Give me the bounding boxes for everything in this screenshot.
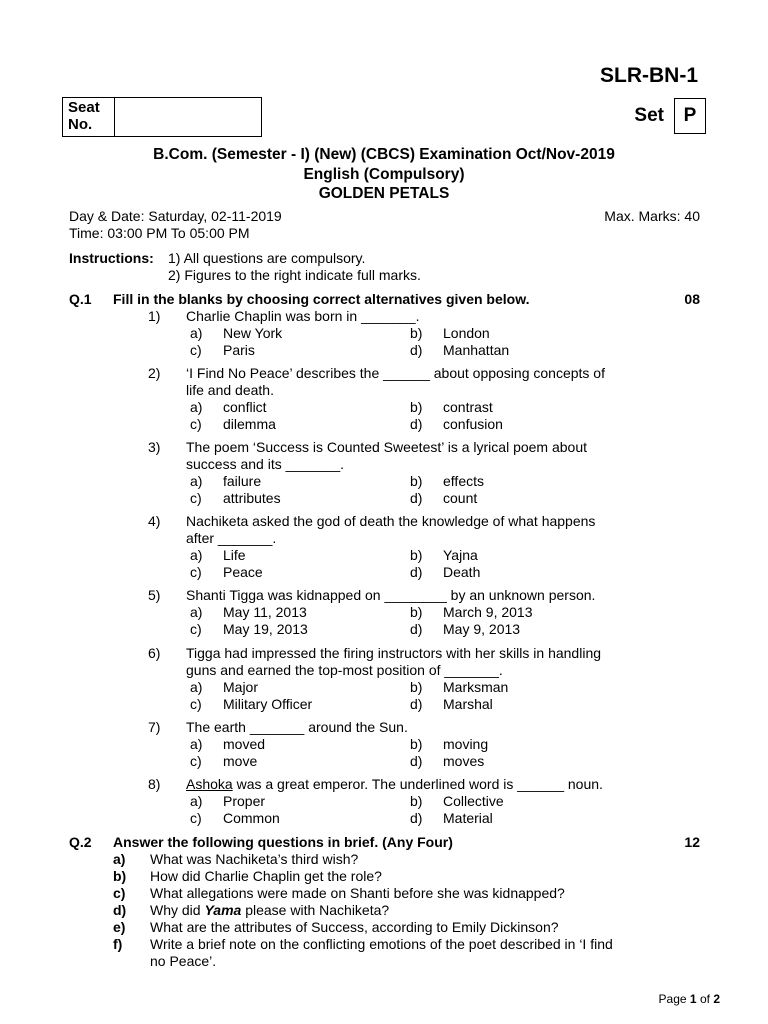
option-text: London [443,325,490,341]
option-letter: b) [410,793,423,809]
option-letter: c) [190,490,202,506]
q1-option [410,696,493,712]
q1-item-line: Tigga had impressed the firing instructors with her skills in handling [186,645,602,661]
option-letter: a) [190,325,203,341]
q1-heading: Fill in the blanks by choosing correct alternatives given below. [113,291,530,307]
q2-number: Q.2 [69,834,92,850]
q1-option [410,753,484,769]
q1-item-number: 8) [148,776,161,792]
q1-option [190,696,312,712]
option-letter: c) [190,564,202,580]
option-text: count [443,490,478,506]
option-text: dilemma [223,416,276,432]
q1-option [410,679,508,695]
q1-option [190,604,307,620]
page-footer [659,992,720,1006]
q1-option [410,416,503,432]
q1-item-text [186,308,656,325]
option-text: Marshal [443,696,493,712]
q1-item-line: after _______. [186,530,277,546]
option-letter: d) [410,490,423,506]
day-date: Day & Date: Saturday, 02-11-2019 [69,208,282,224]
option-text: Death [443,564,481,580]
q1-item-number: 7) [148,719,161,735]
option-text: New York [223,325,283,341]
q2-item-letter: e) [113,919,126,935]
option-letter: c) [190,810,202,826]
option-letter: d) [410,416,423,432]
q1-item-number: 2) [148,365,161,381]
option-letter: c) [190,753,202,769]
option-text: Life [223,547,246,563]
option-letter: b) [410,679,423,695]
q2-text-part: How did Charlie Chaplin get the role? [150,868,382,884]
option-letter: b) [410,604,423,620]
q2-heading: Answer the following questions in brief. (Any Four) [113,834,453,850]
instruction-1: 1) All questions are compulsory. [168,250,366,266]
q1-option [410,810,493,826]
q2-marks: 12 [684,834,700,850]
q1-option [410,490,477,506]
option-text: May 19, 2013 [223,621,308,637]
q1-item-text [186,439,656,473]
q1-item-number: 1) [148,308,161,324]
option-text: attributes [223,490,281,506]
q1-item-text [186,719,656,736]
exam-time: Time: 03:00 PM To 05:00 PM [69,225,250,241]
underlined-word: Ashoka [186,776,233,792]
option-letter: d) [410,564,423,580]
option-letter: d) [410,342,423,358]
q2-item-letter: b) [113,868,127,884]
option-text: Yajna [443,547,478,563]
q2-item-letter: f) [113,936,123,952]
q1-item-line: Nachiketa asked the god of death the knowledge of what happens [186,513,596,529]
option-text: Major [223,679,259,695]
q1-option [410,399,493,415]
paper-code: SLR-BN-1 [600,64,698,87]
q1-item-line: was a great emperor. The underlined word is ______ noun. [232,776,603,792]
q2-item-text [150,868,670,885]
option-text: May 9, 2013 [443,621,521,637]
q2-text-part: please with Nachiketa? [241,902,390,918]
q1-option [190,679,258,695]
option-letter: a) [190,604,203,620]
q1-option [410,604,533,620]
q1-item-line: The poem ‘Success is Counted Sweetest’ is a lyrical poem about [186,439,588,455]
set-indicator [634,98,706,134]
option-letter: c) [190,621,202,637]
option-letter: b) [410,325,423,341]
option-letter: a) [190,473,203,489]
option-letter: c) [190,416,202,432]
q1-item-line: Charlie Chaplin was born in _______. [186,308,420,324]
option-text: Material [443,810,493,826]
q1-item-line: guns and earned the top-most position of _______. [186,662,503,678]
q1-item-text [186,645,656,679]
q1-item-line: life and death. [186,382,274,398]
q2-item-letter: c) [113,885,126,901]
q1-option [190,342,255,358]
option-text: Proper [223,793,266,809]
option-text: Common [223,810,280,826]
option-text: May 11, 2013 [223,604,307,620]
option-text: Marksman [443,679,509,695]
q1-item-text [186,776,656,793]
page-number: 1 [689,992,697,1006]
q1-option [190,547,246,563]
q1-option [410,736,488,752]
q2-text-part: What was Nachiketa’s third wish? [150,851,359,867]
q2-item-text [150,902,670,919]
q1-item-text [186,587,656,604]
q2-item-letter: d) [113,902,127,918]
option-letter: d) [410,753,423,769]
q2-item-text [150,885,670,902]
book-title: GOLDEN PETALS [318,185,450,202]
page-total: 2 [713,992,720,1006]
option-letter: a) [190,793,203,809]
option-text: March 9, 2013 [443,604,533,620]
q2-text-part: no Peace’. [150,953,217,969]
of-word: of [699,992,710,1006]
q2-item-text [150,851,670,868]
option-letter: d) [410,621,423,637]
option-text: Paris [223,342,255,358]
q1-option [190,736,265,752]
option-text: Military Officer [223,696,313,712]
q2-text-part: What allegations were made on Shanti before she was kidnapped? [150,885,565,901]
q1-option [190,564,263,580]
option-text: conflict [223,399,267,415]
q1-option [410,547,478,563]
q1-item-text [186,513,656,547]
q2-text-part: Write a brief note on the conflicting emotions of the poet described in ‘I find [150,936,613,952]
q1-item-line: ‘I Find No Peace’ describes the ______ about opposing concepts of [186,365,605,381]
option-letter: a) [190,736,203,752]
q1-item-number: 6) [148,645,161,661]
option-letter: a) [190,399,203,415]
q1-item-line: success and its _______. [186,456,344,472]
q1-option [410,793,504,809]
q1-item-text [186,365,656,399]
exam-title: B.Com. (Semester - I) (New) (CBCS) Examination Oct/Nov-2019 [153,146,615,163]
instruction-2: 2) Figures to the right indicate full marks. [168,267,421,283]
q1-option [410,342,509,358]
q1-option [410,564,480,580]
option-text: confusion [443,416,503,432]
option-text: Peace [223,564,263,580]
option-letter: c) [190,696,202,712]
option-text: contrast [443,399,493,415]
q1-option [190,490,281,506]
q1-item-line: The earth _______ around the Sun. [186,719,408,735]
seat-label: Seat No. [63,98,115,136]
q1-option [190,325,282,341]
option-letter: b) [410,736,423,752]
option-letter: d) [410,810,423,826]
page-word: Page [658,992,687,1006]
q1-item-number: 5) [148,587,161,603]
q1-option [190,753,257,769]
option-letter: b) [410,473,423,489]
option-letter: c) [190,342,202,358]
set-value: P [674,98,706,134]
max-marks: Max. Marks: 40 [604,208,700,224]
q2-text-part: Why did [150,902,205,918]
emphasized-name: Yama [204,902,242,918]
q1-option [190,416,276,432]
instructions-label: Instructions: [69,250,154,266]
option-text: failure [223,473,262,489]
q1-option [190,473,261,489]
q2-item-letter: a) [113,851,126,867]
option-text: moves [443,753,485,769]
option-letter: a) [190,679,203,695]
option-text: effects [443,473,484,489]
q1-option [410,325,490,341]
option-letter: a) [190,547,203,563]
q1-item-number: 4) [148,513,161,529]
q1-item-line: Shanti Tigga was kidnapped on ________ by an unknown person. [186,587,596,603]
option-text: moving [443,736,489,752]
q2-text-part: What are the attributes of Success, according to Emily Dickinson? [150,919,559,935]
q1-option [190,399,267,415]
option-text: moved [223,736,266,752]
q1-option [190,621,308,637]
q1-option [190,810,280,826]
q1-option [190,793,265,809]
q2-item-text [150,919,670,936]
option-letter: b) [410,547,423,563]
q1-option [410,621,520,637]
q2-item-text [150,936,670,970]
seat-number-box [62,97,262,137]
option-text: Manhattan [443,342,510,358]
q1-number: Q.1 [69,291,92,307]
option-letter: d) [410,696,423,712]
set-label: Set [634,105,664,126]
q1-option [410,473,484,489]
q1-item-number: 3) [148,439,161,455]
q1-marks: 08 [684,291,700,307]
option-text: move [223,753,258,769]
option-letter: b) [410,399,423,415]
option-text: Collective [443,793,504,809]
subject-title: English (Compulsory) [303,166,465,183]
